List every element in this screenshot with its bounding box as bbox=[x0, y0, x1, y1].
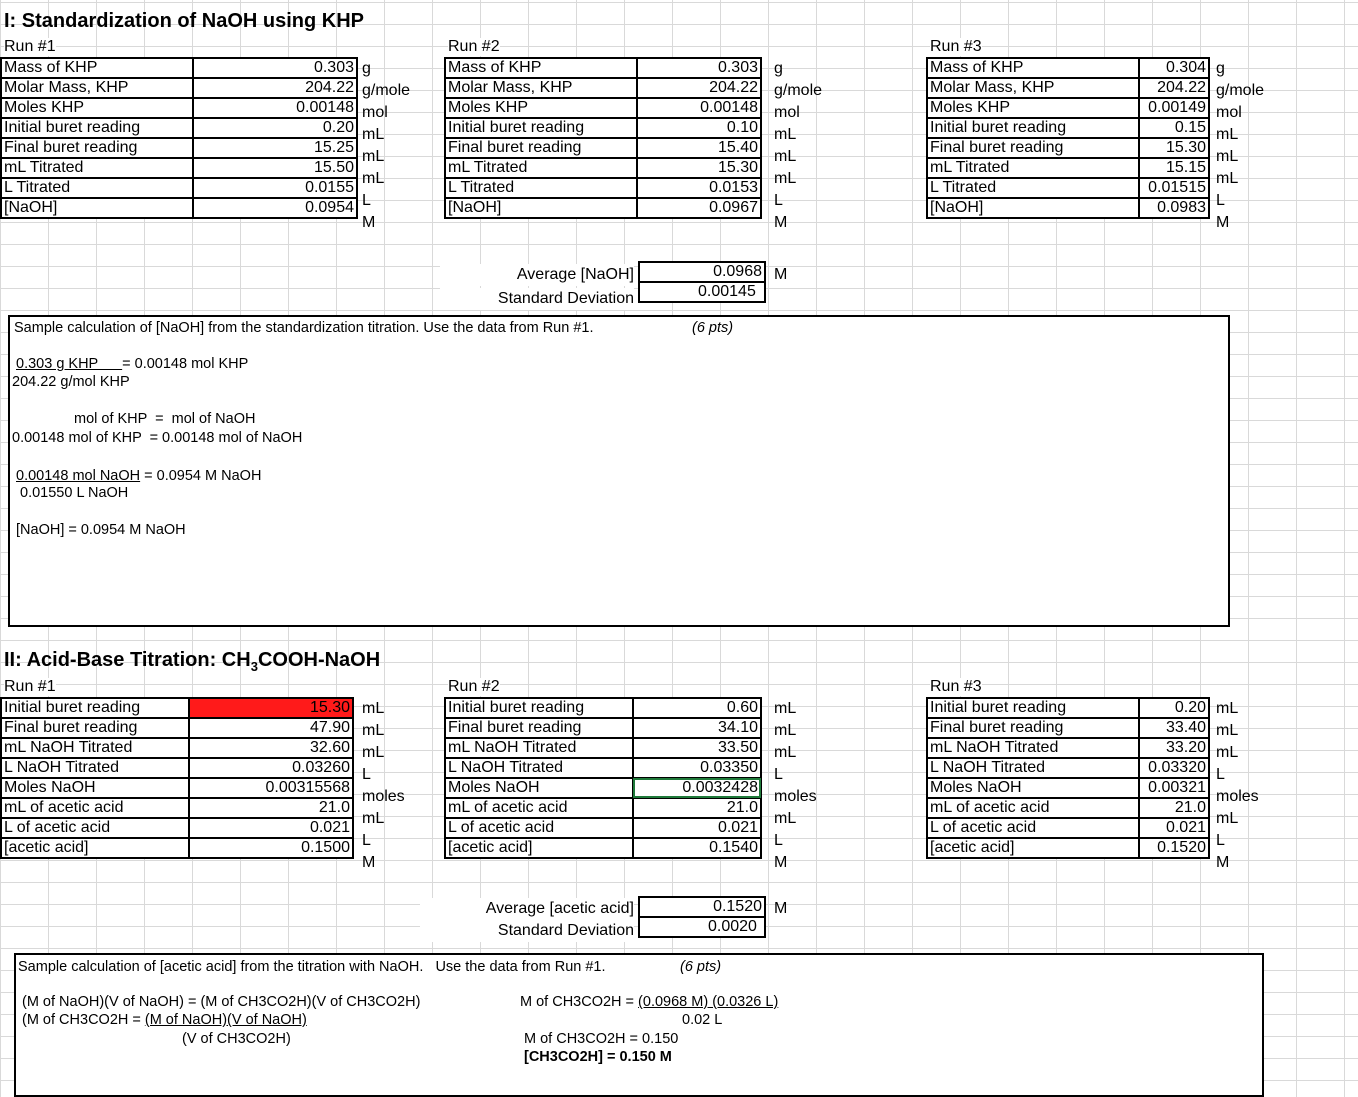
row-label[interactable]: [NaOH] bbox=[927, 198, 1139, 218]
row-label[interactable]: mL of acetic acid bbox=[1, 798, 189, 818]
sd-acetic-acid-value[interactable]: 0.0020 bbox=[639, 917, 765, 937]
row-label[interactable]: Mass of KHP bbox=[1, 58, 193, 78]
table-row bbox=[927, 198, 1209, 218]
s2-calc-prompt: Sample calculation of [acetic acid] from the titration with NaOH. Use the data from Run #1. bbox=[18, 959, 606, 975]
table-row bbox=[1, 138, 357, 158]
unit-cell[interactable]: mL bbox=[774, 744, 797, 761]
cell-value[interactable]: 0.0155 bbox=[193, 178, 357, 198]
table-row bbox=[445, 98, 761, 118]
cell-value[interactable]: 0.00149 bbox=[1139, 98, 1209, 118]
cell-value[interactable]: 0.00148 bbox=[637, 98, 761, 118]
table-row bbox=[1, 818, 353, 838]
row-label[interactable]: Final buret reading bbox=[445, 718, 633, 738]
cell-value[interactable]: 33.40 bbox=[1139, 718, 1209, 738]
cell-value[interactable]: 33.20 bbox=[1139, 738, 1209, 758]
row-label[interactable]: mL NaOH Titrated bbox=[445, 738, 633, 758]
s1-calc-prompt: Sample calculation of [NaOH] from the standardization titration. Use the data from Run #1. bbox=[14, 320, 594, 336]
s1-run3-table bbox=[926, 57, 1210, 219]
row-label[interactable]: Final buret reading bbox=[927, 138, 1139, 158]
s2-run2-units bbox=[774, 698, 817, 874]
row-label[interactable]: Initial buret reading bbox=[445, 118, 637, 138]
cell-value[interactable]: 0.303 bbox=[637, 58, 761, 78]
cell-value[interactable]: 204.22 bbox=[637, 78, 761, 98]
cell-value[interactable]: 0.00315568 bbox=[189, 778, 353, 798]
row-label[interactable]: mL Titrated bbox=[927, 158, 1139, 178]
row-label[interactable]: [acetic acid] bbox=[1, 838, 189, 858]
s2-run1-units bbox=[362, 698, 405, 874]
table-row bbox=[445, 198, 761, 218]
cell-value[interactable]: 0.0967 bbox=[637, 198, 761, 218]
unit-cell[interactable]: moles bbox=[774, 788, 817, 805]
row-label[interactable]: Moles KHP bbox=[1, 98, 193, 118]
table-row bbox=[1, 798, 353, 818]
table-row bbox=[639, 917, 765, 937]
cell-value[interactable]: 15.15 bbox=[1139, 158, 1209, 178]
cell-value[interactable]: 0.03260 bbox=[189, 758, 353, 778]
cell-value[interactable]: 0.60 bbox=[633, 698, 761, 718]
section2-title-sub: 3 bbox=[250, 659, 258, 674]
s1-run2-header: Run #2 bbox=[448, 38, 500, 55]
table-row bbox=[927, 138, 1209, 158]
row-label[interactable]: L Titrated bbox=[445, 178, 637, 198]
table-row bbox=[639, 282, 765, 302]
table-row bbox=[927, 838, 1209, 858]
unit-cell[interactable]: g/mole bbox=[1216, 82, 1265, 99]
cell-value[interactable]: 21.0 bbox=[633, 798, 761, 818]
s1-calc-step4-numerator: 0.00148 mol NaOH bbox=[16, 468, 141, 484]
s1-calculation-box[interactable] bbox=[8, 315, 1230, 627]
s2-calc-equation: (M of NaOH)(V of NaOH) = (M of CH3CO2H)(V of CH3CO2H) bbox=[22, 994, 421, 1010]
row-label[interactable]: Moles KHP bbox=[927, 98, 1139, 118]
row-label[interactable]: Molar Mass, KHP bbox=[445, 78, 637, 98]
unit-cell[interactable]: L bbox=[362, 832, 371, 849]
table-row bbox=[445, 798, 761, 818]
s2-calc-final: [CH3CO2H] = 0.150 M bbox=[524, 1049, 672, 1065]
cell-value[interactable]: 0.1540 bbox=[633, 838, 761, 858]
cell-value[interactable]: 0.1520 bbox=[1139, 838, 1209, 858]
unit-cell[interactable]: g/mole bbox=[362, 82, 411, 99]
table-row bbox=[445, 818, 761, 838]
table-row bbox=[445, 838, 761, 858]
table-row bbox=[445, 158, 761, 178]
s2-calc-rearranged bbox=[22, 1012, 307, 1028]
table-row bbox=[445, 698, 761, 718]
table-row bbox=[1, 178, 357, 198]
unit-cell[interactable]: M bbox=[362, 214, 376, 231]
row-label[interactable]: mL NaOH Titrated bbox=[1, 738, 189, 758]
unit-cell[interactable]: mL bbox=[362, 170, 385, 187]
unit-cell[interactable]: L bbox=[1216, 832, 1225, 849]
table-row bbox=[1, 98, 357, 118]
unit-cell[interactable]: mL bbox=[362, 148, 385, 165]
s1-calc-points: (6 pts) bbox=[692, 320, 734, 336]
s1-run3-units bbox=[1216, 58, 1264, 234]
s2-run3-table bbox=[926, 697, 1210, 859]
section2-title-pre: II: Acid-Base Titration: CH bbox=[4, 649, 251, 671]
unit-cell[interactable]: mL bbox=[362, 126, 385, 143]
row-label[interactable]: Initial buret reading bbox=[1, 698, 189, 718]
table-row bbox=[927, 158, 1209, 178]
cell-value[interactable]: 15.30 bbox=[1139, 138, 1209, 158]
s1-calc-step4-result: = 0.0954 M NaOH bbox=[140, 468, 262, 484]
cell-value[interactable]: 0.00148 bbox=[193, 98, 357, 118]
cell-value[interactable]: 0.0983 bbox=[1139, 198, 1209, 218]
s1-sd-label: Standard Deviation bbox=[440, 288, 634, 310]
cell-value[interactable]: 0.303 bbox=[193, 58, 357, 78]
table-row bbox=[1, 738, 353, 758]
s2-calc-points: (6 pts) bbox=[680, 959, 722, 975]
row-label[interactable]: Mass of KHP bbox=[927, 58, 1139, 78]
average-naoh-value[interactable]: 0.0968 bbox=[639, 262, 765, 282]
unit-cell[interactable]: mL bbox=[1216, 744, 1239, 761]
row-label[interactable]: L NaOH Titrated bbox=[445, 758, 633, 778]
sd-naoh-value[interactable]: 0.00145 bbox=[639, 282, 765, 302]
cell-value[interactable]: 0.1500 bbox=[189, 838, 353, 858]
table-row bbox=[445, 78, 761, 98]
unit-cell[interactable]: mL bbox=[774, 126, 797, 143]
table-row bbox=[927, 758, 1209, 778]
unit-cell[interactable]: mL bbox=[774, 810, 797, 827]
s1-calc-step4-denominator: 0.01550 L NaOH bbox=[20, 485, 129, 501]
cell-value[interactable]: 21.0 bbox=[189, 798, 353, 818]
cell-value[interactable]: 0.0954 bbox=[193, 198, 357, 218]
unit-cell[interactable]: g bbox=[362, 60, 371, 77]
s2-run2-header: Run #2 bbox=[448, 678, 500, 695]
row-label[interactable]: [acetic acid] bbox=[927, 838, 1139, 858]
unit-cell[interactable]: L bbox=[774, 832, 783, 849]
cell-value[interactable]: 204.22 bbox=[1139, 78, 1209, 98]
cell-value[interactable]: 0.10 bbox=[637, 118, 761, 138]
unit-cell[interactable]: g bbox=[774, 60, 783, 77]
cell-value[interactable]: 0.304 bbox=[1139, 58, 1209, 78]
s1-calc-step1-denominator: 204.22 g/mol KHP bbox=[12, 374, 130, 390]
cell-value[interactable]: 0.0153 bbox=[637, 178, 761, 198]
row-label[interactable]: Initial buret reading bbox=[927, 698, 1139, 718]
row-label[interactable]: [acetic acid] bbox=[445, 838, 633, 858]
table-row bbox=[445, 718, 761, 738]
cell-value[interactable]: 15.30 bbox=[637, 158, 761, 178]
cell-value[interactable]: 33.50 bbox=[633, 738, 761, 758]
table-row bbox=[445, 58, 761, 78]
table-row bbox=[1, 118, 357, 138]
unit-cell[interactable]: L bbox=[774, 192, 783, 209]
s2-run1-header: Run #1 bbox=[4, 678, 56, 695]
table-row bbox=[927, 778, 1209, 798]
table-row bbox=[1, 758, 353, 778]
cell-value[interactable]: 0.03350 bbox=[633, 758, 761, 778]
row-label[interactable]: [NaOH] bbox=[445, 198, 637, 218]
section2-title bbox=[4, 649, 380, 674]
table-row bbox=[639, 897, 765, 917]
unit-cell[interactable]: mol bbox=[774, 104, 800, 121]
s1-run1-units bbox=[362, 58, 410, 234]
row-label[interactable]: mL of acetic acid bbox=[927, 798, 1139, 818]
s1-run1-header: Run #1 bbox=[4, 38, 56, 55]
unit-cell[interactable]: mL bbox=[1216, 700, 1239, 717]
cell-value[interactable]: 34.10 bbox=[633, 718, 761, 738]
cell-value[interactable]: 15.25 bbox=[193, 138, 357, 158]
unit-cell[interactable]: mol bbox=[1216, 104, 1242, 121]
table-row bbox=[1, 198, 357, 218]
row-label[interactable]: Final buret reading bbox=[1, 138, 193, 158]
s1-calc-final: [NaOH] = 0.0954 M NaOH bbox=[16, 522, 186, 538]
cell-value[interactable]: 15.50 bbox=[193, 158, 357, 178]
row-label[interactable]: L Titrated bbox=[927, 178, 1139, 198]
row-label[interactable]: L NaOH Titrated bbox=[1, 758, 189, 778]
row-label[interactable]: Mass of KHP bbox=[445, 58, 637, 78]
s2-calculation-box[interactable] bbox=[14, 953, 1264, 1097]
row-label[interactable]: [NaOH] bbox=[1, 198, 193, 218]
unit-cell[interactable]: moles bbox=[1216, 788, 1259, 805]
row-label[interactable]: Moles NaOH bbox=[1, 778, 189, 798]
table-row bbox=[927, 798, 1209, 818]
table-row bbox=[1, 58, 357, 78]
unit-cell[interactable]: mL bbox=[362, 810, 385, 827]
row-label[interactable]: Final buret reading bbox=[927, 718, 1139, 738]
s1-run1-table bbox=[0, 57, 358, 219]
s1-average-unit[interactable]: M bbox=[774, 266, 788, 283]
unit-cell[interactable]: mol bbox=[362, 104, 388, 121]
s2-run3-units bbox=[1216, 698, 1259, 874]
table-row bbox=[927, 738, 1209, 758]
table-row bbox=[927, 98, 1209, 118]
row-label[interactable]: mL Titrated bbox=[445, 158, 637, 178]
table-row bbox=[927, 818, 1209, 838]
unit-cell[interactable]: L bbox=[1216, 766, 1225, 783]
row-label[interactable]: mL of acetic acid bbox=[445, 798, 633, 818]
cell-value[interactable]: 47.90 bbox=[189, 718, 353, 738]
s1-calc-step4 bbox=[16, 468, 261, 484]
s2-calc-substitution-denominator: 0.02 L bbox=[682, 1012, 723, 1028]
section1-title: I: Standardization of NaOH using KHP bbox=[4, 10, 365, 32]
unit-cell[interactable]: M bbox=[1216, 214, 1230, 231]
unit-cell[interactable]: mL bbox=[362, 722, 385, 739]
s2-calc-substitution-pre: M of CH3CO2H = bbox=[520, 994, 639, 1010]
cell-value[interactable]: 204.22 bbox=[193, 78, 357, 98]
s2-run1-table bbox=[0, 697, 354, 859]
cell-value[interactable]: 21.0 bbox=[1139, 798, 1209, 818]
unit-cell[interactable]: mL bbox=[774, 722, 797, 739]
unit-cell[interactable]: g bbox=[1216, 60, 1225, 77]
s2-average-unit[interactable]: M bbox=[774, 900, 788, 917]
unit-cell[interactable]: mL bbox=[774, 700, 797, 717]
row-label[interactable]: mL NaOH Titrated bbox=[927, 738, 1139, 758]
table-row bbox=[927, 78, 1209, 98]
table-row bbox=[1, 838, 353, 858]
unit-cell[interactable]: g/mole bbox=[774, 82, 823, 99]
unit-cell[interactable]: L bbox=[1216, 192, 1225, 209]
table-row bbox=[1, 78, 357, 98]
s2-calc-rearranged-denominator: (V of CH3CO2H) bbox=[182, 1031, 291, 1047]
row-label[interactable]: Final buret reading bbox=[445, 138, 637, 158]
row-label[interactable]: Initial buret reading bbox=[445, 698, 633, 718]
unit-cell[interactable]: L bbox=[774, 766, 783, 783]
unit-cell[interactable]: mL bbox=[1216, 810, 1239, 827]
row-label[interactable]: L of acetic acid bbox=[1, 818, 189, 838]
table-row bbox=[639, 262, 765, 282]
unit-cell[interactable]: mL bbox=[1216, 148, 1239, 165]
row-label[interactable]: L of acetic acid bbox=[445, 818, 633, 838]
unit-cell[interactable]: mL bbox=[774, 170, 797, 187]
row-label[interactable]: L Titrated bbox=[1, 178, 193, 198]
table-row bbox=[927, 698, 1209, 718]
cell-value-selected[interactable]: 0.0032428 bbox=[633, 778, 761, 798]
cell-value[interactable]: 0.00321 bbox=[1139, 778, 1209, 798]
table-row bbox=[445, 758, 761, 778]
s1-calc-step1-result: = 0.00148 mol KHP bbox=[122, 356, 249, 372]
s1-average-label: Average [NaOH] bbox=[440, 264, 634, 286]
s1-calc-step1 bbox=[16, 356, 248, 372]
s1-calc-step2: mol of KHP = mol of NaOH bbox=[74, 411, 256, 427]
average-acetic-acid-value[interactable]: 0.1520 bbox=[639, 897, 765, 917]
row-label[interactable]: L of acetic acid bbox=[927, 818, 1139, 838]
unit-cell[interactable]: M bbox=[774, 854, 788, 871]
s2-calc-substitution-numerator: (0.0968 M) (0.0326 L) bbox=[638, 994, 779, 1010]
table-row bbox=[445, 178, 761, 198]
s2-calc-rearranged-pre: (M of CH3CO2H = bbox=[22, 1012, 145, 1028]
cell-value[interactable]: 0.03320 bbox=[1139, 758, 1209, 778]
row-label[interactable]: Initial buret reading bbox=[1, 118, 193, 138]
row-label[interactable]: Moles NaOH bbox=[927, 778, 1139, 798]
table-row bbox=[1, 778, 353, 798]
cell-value[interactable]: 0.021 bbox=[633, 818, 761, 838]
unit-cell[interactable]: M bbox=[362, 854, 376, 871]
row-label[interactable]: Final buret reading bbox=[1, 718, 189, 738]
table-row bbox=[445, 778, 761, 798]
cell-value[interactable]: 32.60 bbox=[189, 738, 353, 758]
s2-sd-label: Standard Deviation bbox=[420, 920, 634, 942]
table-row bbox=[927, 178, 1209, 198]
unit-cell[interactable]: L bbox=[362, 766, 371, 783]
row-label[interactable]: mL Titrated bbox=[1, 158, 193, 178]
table-row bbox=[445, 738, 761, 758]
s1-calc-step1-numerator: 0.303 g KHP bbox=[16, 356, 123, 372]
row-label[interactable]: Moles NaOH bbox=[445, 778, 633, 798]
table-row bbox=[1, 158, 357, 178]
row-label[interactable]: Initial buret reading bbox=[927, 118, 1139, 138]
row-label[interactable]: Molar Mass, KHP bbox=[927, 78, 1139, 98]
unit-cell[interactable]: mL bbox=[1216, 126, 1239, 143]
table-row bbox=[927, 118, 1209, 138]
unit-cell[interactable]: M bbox=[1216, 854, 1230, 871]
unit-cell[interactable]: mL bbox=[774, 148, 797, 165]
s1-run2-table bbox=[444, 57, 762, 219]
unit-cell[interactable]: mL bbox=[1216, 722, 1239, 739]
s2-run3-header: Run #3 bbox=[930, 678, 982, 695]
unit-cell[interactable]: mL bbox=[1216, 170, 1239, 187]
s1-summary-table bbox=[638, 261, 766, 303]
cell-value[interactable]: 0.021 bbox=[1139, 818, 1209, 838]
s1-run2-units bbox=[774, 58, 822, 234]
s2-calc-rearranged-numerator: (M of NaOH)(V of NaOH) bbox=[144, 1012, 307, 1028]
cell-value[interactable]: 0.20 bbox=[193, 118, 357, 138]
s1-run3-header: Run #3 bbox=[930, 38, 982, 55]
cell-value-highlighted[interactable]: 15.30 bbox=[189, 698, 353, 718]
unit-cell[interactable]: M bbox=[774, 214, 788, 231]
cell-value[interactable]: 0.021 bbox=[189, 818, 353, 838]
table-row bbox=[927, 58, 1209, 78]
unit-cell[interactable]: L bbox=[362, 192, 371, 209]
unit-cell[interactable]: mL bbox=[362, 700, 385, 717]
unit-cell[interactable]: mL bbox=[362, 744, 385, 761]
cell-value[interactable]: 0.20 bbox=[1139, 698, 1209, 718]
row-label[interactable]: Moles KHP bbox=[445, 98, 637, 118]
s2-calc-result: M of CH3CO2H = 0.150 bbox=[524, 1031, 679, 1047]
row-label[interactable]: L NaOH Titrated bbox=[927, 758, 1139, 778]
cell-value[interactable]: 0.15 bbox=[1139, 118, 1209, 138]
table-row bbox=[445, 138, 761, 158]
row-label[interactable]: Molar Mass, KHP bbox=[1, 78, 193, 98]
unit-cell[interactable]: moles bbox=[362, 788, 405, 805]
s1-calc-step3: 0.00148 mol of KHP = 0.00148 mol of NaOH bbox=[12, 430, 303, 446]
s2-average-label: Average [acetic acid] bbox=[420, 898, 634, 920]
table-row bbox=[1, 698, 353, 718]
cell-value[interactable]: 0.01515 bbox=[1139, 178, 1209, 198]
cell-value[interactable]: 15.40 bbox=[637, 138, 761, 158]
table-row bbox=[927, 718, 1209, 738]
section2-title-post: COOH-NaOH bbox=[257, 649, 381, 671]
s2-summary-table bbox=[638, 896, 766, 938]
s2-calc-substitution bbox=[520, 994, 778, 1010]
table-row bbox=[445, 118, 761, 138]
s2-run2-table bbox=[444, 697, 762, 859]
table-row bbox=[1, 718, 353, 738]
